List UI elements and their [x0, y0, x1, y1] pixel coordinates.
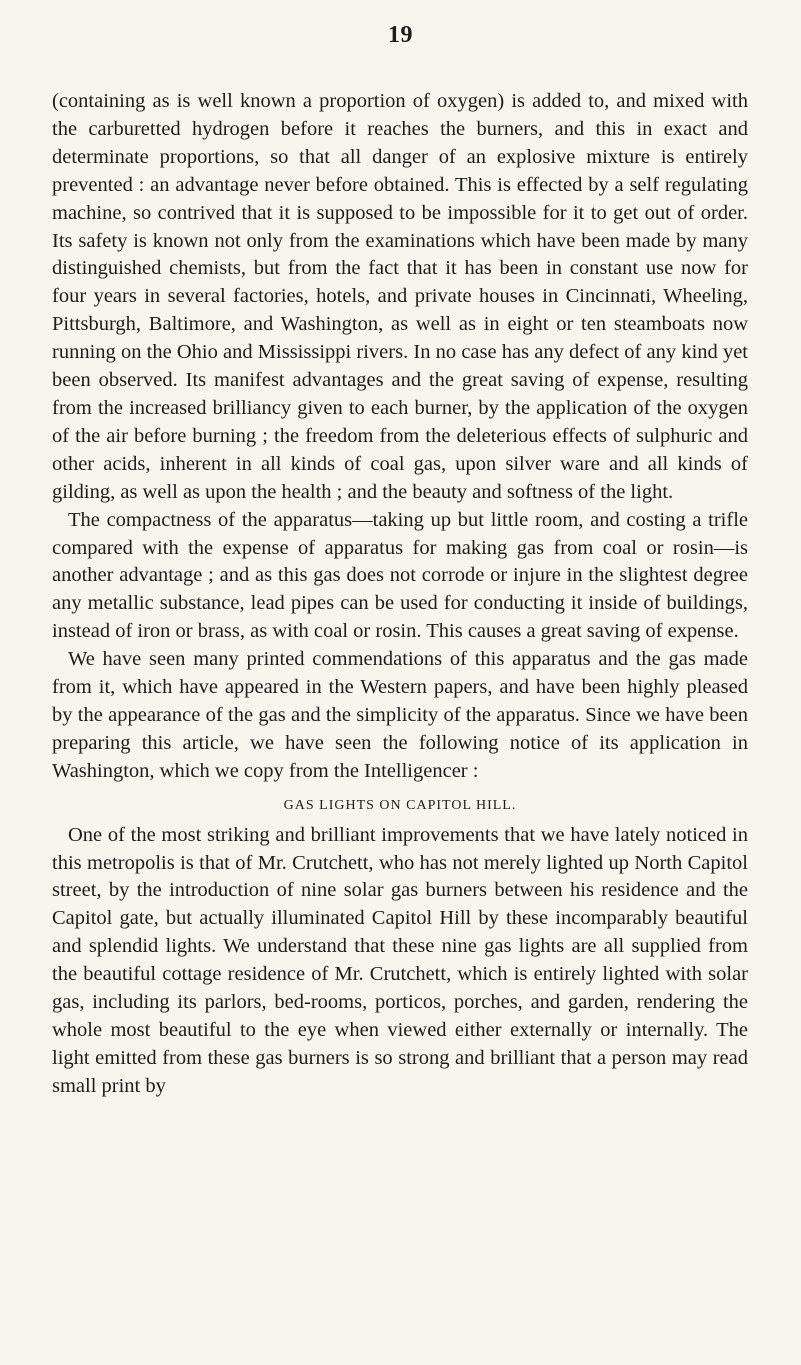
paragraph-oxygen-regulator: (containing as is well known a proportion of oxygen) is added to, and mixed with the carburetted hydrogen before it reaches the burners, and this in exact and determinate proportions, so that all danger of an explosive mixture is entirely prevented : an advantage never before obtained. This is effected by a self regulating machine, so contrived that it is supposed to be impossible for it to get out of order. Its safety is known not only from the examinations which have been made by many distinguished chemists, but from the fact that it has been in constant use now for four years in several factories, hotels, and private houses in Cincinnati, Wheeling, Pittsburgh, Baltimore, and Washington, as well as in eight or ten steamboats now running on the Ohio and Mississippi rivers. In no case has any defect of any kind yet been observed. Its manifest advantages and the great saving of expense, resulting from the increased brilliancy given to each burner, by the application of the oxygen of the air before burning ; the freedom from the deleterious effects of sulphuric and other acids, inherent in all kinds of coal gas, upon silver ware and all kinds of gilding, as well as upon the health ; and the beauty and softness of the light. — [52, 90, 748, 503]
body-text — [52, 88, 748, 1101]
paragraph-commendations: We have seen many printed commendations of this apparatus and the gas made from it, which have appeared in the Western papers, and have been highly pleased by the appearance of the gas and the simplicity of the apparatus. Since we have been preparing this article, we have seen the following notice of its application in Washington, which we copy from the Intelligencer : — [52, 648, 748, 782]
page-number: 19 — [388, 22, 413, 48]
paragraph-compactness: The compactness of the apparatus—taking up but little room, and costing a trifle compared with the expense of apparatus for making gas from coal or rosin—is another advantage ; and as this gas does not corrode or injure in the slightest degree any metallic substance, lead pipes can be used for conducting it inside of buildings, instead of iron or brass, as with coal or rosin. This causes a great saving of expense. — [52, 508, 748, 643]
section-heading: GAS LIGHTS ON CAPITOL HILL. — [283, 797, 517, 813]
paragraph-capitol-hill: One of the most striking and brilliant improvements that we have lately noticed in this metropolis is that of Mr. Crutchett, who has not merely lighted up North Capitol street, by the introduction of nine solar gas burners between his residence and the Capitol gate, but actually illuminated Capitol Hill by these incomparably beautiful and splendid lights. We understand that these nine gas lights are all supplied from the beautiful cottage residence of Mr. Crutchett, which is entirely lighted with solar gas, including its parlors, bed-rooms, porticos, porches, and garden, rendering the whole most beautiful to the eye when viewed either externally or internally. The light emitted from these gas burners is so strong and brilliant that a person may read small print by — [52, 823, 748, 1097]
